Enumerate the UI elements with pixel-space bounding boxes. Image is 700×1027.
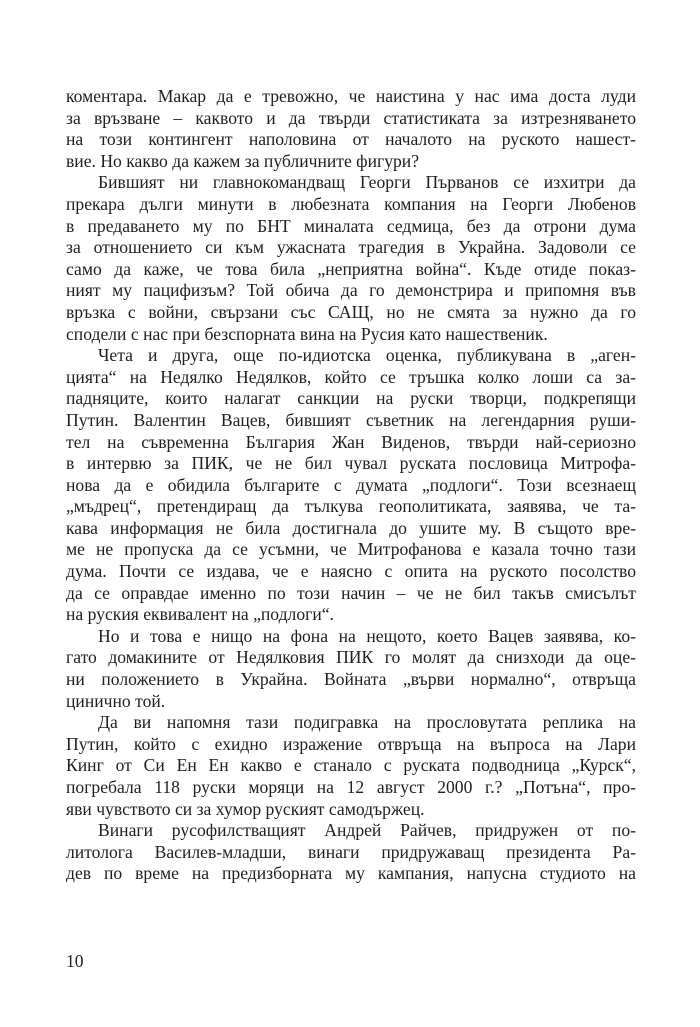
text-line: коментара. Макар да е тревожно, че наистина у нас има доста луди	[66, 86, 636, 106]
text-line: падняците, които налагат санкции на руски творци, подкрепящи	[66, 388, 636, 409]
text-line: нова да е обидила българите с думата „подлоги“. Този всезнаещ	[66, 474, 636, 495]
text-line: тел на съвременна България Жан Виденов, твърди най-сериозно	[66, 431, 636, 452]
paragraph-2	[66, 172, 636, 345]
text-line: прекара дълги минути в любезната компания на Георги Любенов	[66, 193, 636, 214]
text-line: в интервю за ПИК, че не бил чувал руската пословица Митрофа-	[66, 453, 636, 474]
paragraph-3	[66, 345, 636, 626]
text-line: Но и това е нищо на фона на нещото, което Вацев заявява, ко-	[98, 625, 636, 646]
text-line: само да каже, че това била „неприятна война“. Къде отиде показ-	[66, 258, 636, 279]
text-line: за отношението си към ужасната трагедия в Украйна. Задоволи се	[66, 237, 636, 258]
text-line: цията“ на Недялко Недялков, който се тръшка колко лоши са за-	[66, 366, 636, 387]
text-line: кава информация не била достигнала до ушите му. В същото вре-	[66, 517, 636, 538]
text-line: ният му пацифизъм? Той обича да го демонстрира и припомня във	[66, 280, 636, 301]
text-line: гато домакините от Недялковия ПИК го молят да снизходи да оце-	[66, 647, 636, 668]
text-line: на този контингент наполовина от началото на руското нашест-	[66, 129, 636, 150]
text-line: „мъдрец“, претендиращ да тълкува геополитиката, заявява, че та-	[66, 496, 636, 517]
text-line: Чета и друга, още по-идиотска оценка, публикувана в „аген-	[98, 345, 636, 366]
text-line: вие. Но какво да кажем за публичните фигури?	[66, 150, 420, 171]
text-line: Путин. Валентин Вацев, бившият съветник на легендарния руши-	[66, 409, 636, 430]
paragraph-6	[66, 820, 636, 885]
text-line: за връзване – каквото и да твърди статистиката за изтрезняването	[66, 107, 636, 128]
text-line: на руския еквивалент на „подлоги“.	[66, 604, 334, 625]
text-line: цинично той.	[66, 690, 166, 711]
text-line: в предаването му по БНТ миналата седмица, без да отрони дума	[66, 215, 636, 236]
text-line: Путин, който с ехидно изражение отвръща на въпроса на Лари	[66, 733, 636, 754]
text-line: Да ви напомня тази подигравка на прословутата реплика на	[98, 712, 636, 733]
text-line: дума. Почти се издава, че е наясно с опита на руското посолство	[66, 561, 636, 582]
text-line: Кинг от Си Ен Ен какво е станало с руската подводница „Курск“,	[66, 755, 636, 776]
paragraph-5	[66, 712, 636, 820]
paragraph-1	[66, 86, 636, 172]
text-line: ме не пропуска да се усъмни, че Митрофанова е казала точно тази	[66, 539, 636, 560]
text-line: ни положението в Украйна. Войната „върви нормално“, отвръща	[66, 669, 636, 690]
text-line: дев по време на предизборната му кампания, напусна студиото на	[66, 863, 636, 884]
text-line: Бившият ни главнокомандващ Георги Първанов се изхитри да	[98, 172, 636, 193]
text-line: яви чувството си за хумор руският самодържец.	[66, 798, 425, 819]
text-line: да се оправдае именно по този начин – че не бил такъв смисълът	[66, 582, 636, 603]
text-line: Винаги русофилстващият Андрей Райчев, придружен от по-	[98, 820, 636, 841]
page-number: 10	[66, 951, 84, 971]
text-line: сподели с нас при безспорната вина на Русия като нашественик.	[66, 323, 548, 344]
body-text	[66, 86, 636, 885]
text-line: погребала 118 руски моряци на 12 август 2000 г.? „Потъна“, про-	[66, 777, 636, 797]
paragraph-4	[66, 626, 636, 712]
text-line: връзка с войни, свързани със САЩ, но не смята за нужно да го	[66, 301, 636, 322]
text-line: литолога Василев-младши, винаги придружаващ президента Ра-	[66, 841, 636, 862]
